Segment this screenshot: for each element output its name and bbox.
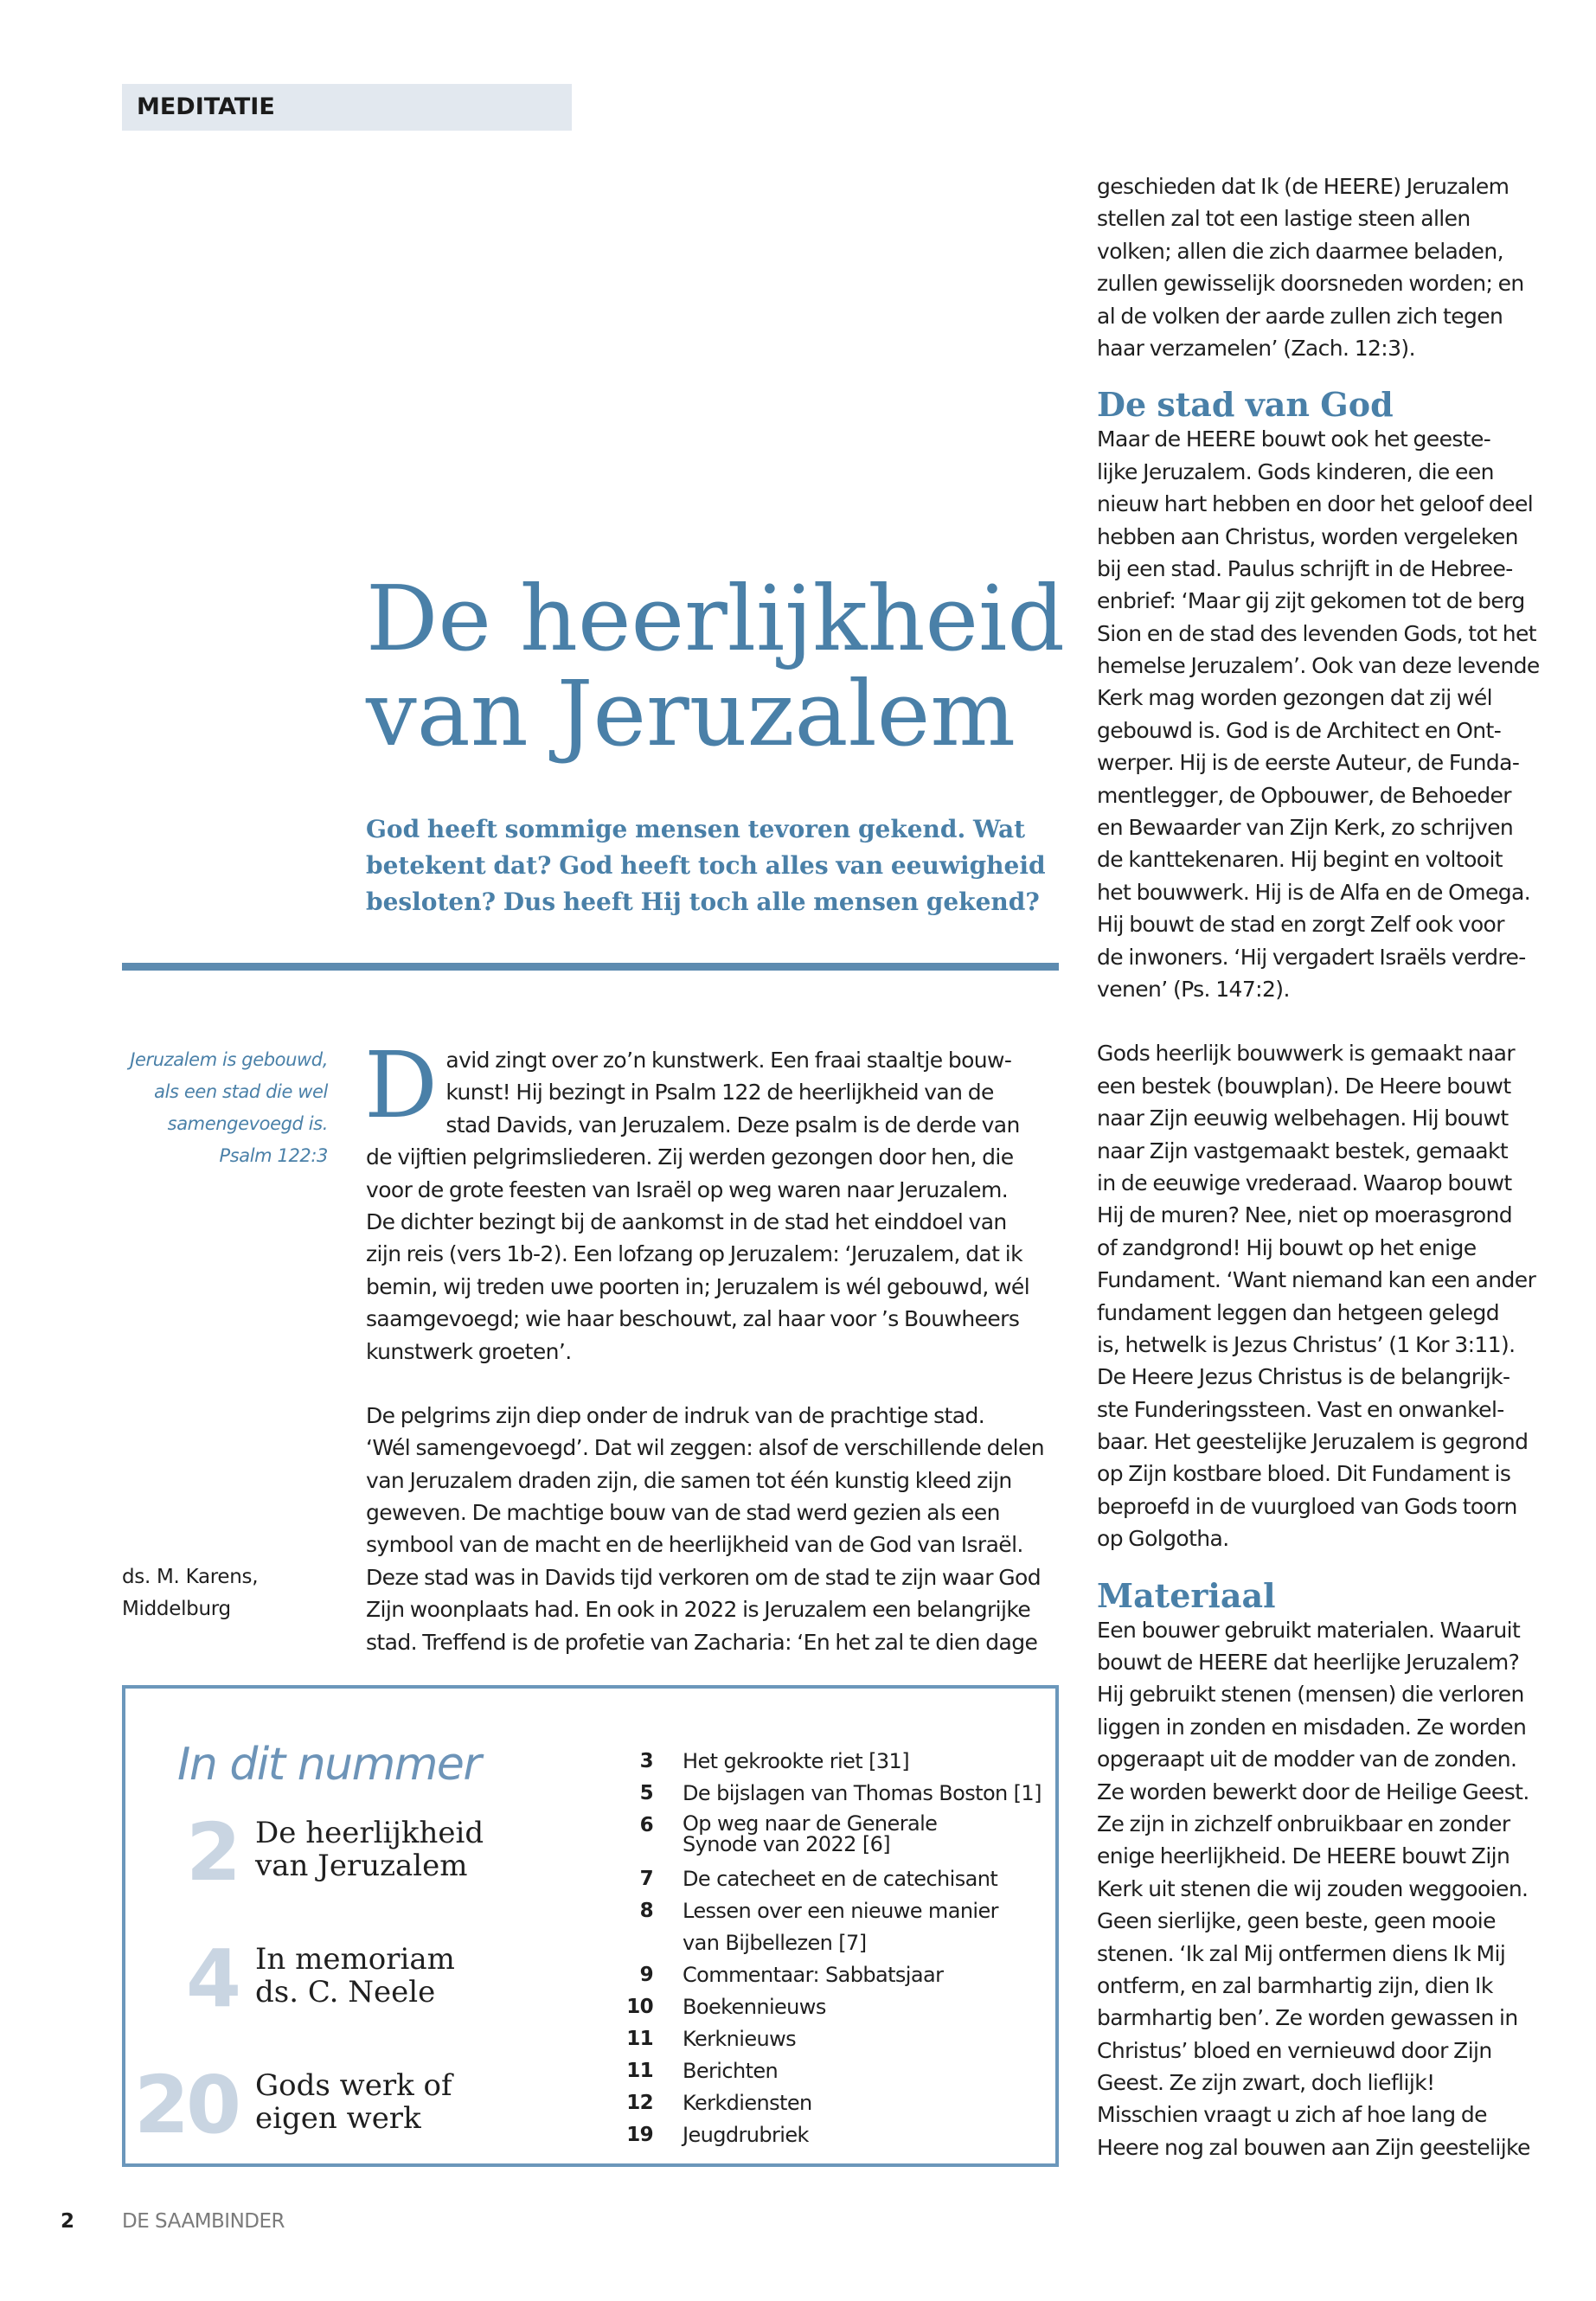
body-line: Hij gebruikt stenen (mensen) die verloren — [1097, 1682, 1524, 1708]
body-line: fundament leggen dan hetgeen gelegd — [1097, 1299, 1499, 1325]
toc-item-page: 6 — [639, 1814, 653, 1836]
body-line: Heere nog zal bouwen aan Zijn geestelijke — [1097, 2134, 1530, 2160]
toc-feature-title — [255, 1817, 541, 1882]
page-number: 2 — [61, 2210, 75, 2233]
drop-cap: D — [364, 1032, 438, 1138]
toc-item-page: 9 — [639, 1964, 653, 1986]
body-line: venen’ (Ps. 147:2). — [1097, 976, 1290, 1002]
article-title — [366, 566, 1075, 766]
body-line: en Bewaarder van Zijn Kerk, zo schrijven — [1097, 815, 1514, 841]
toc-item-title: De bijslagen van Thomas Boston [1] — [683, 1781, 1042, 1805]
body-line: opgeraapt uit de modder van de zonden. — [1097, 1747, 1517, 1772]
toc-feature-page: 20 — [133, 2059, 238, 2151]
body-line: hebben aan Christus, worden vergeleken — [1097, 523, 1518, 549]
section-label: MEDITATIE — [122, 84, 572, 131]
pull-quote-reference: Psalm 122:3 — [219, 1145, 328, 1166]
body-line: de vijftien pelgrimsliederen. Zij werden gezongen door hen, die — [366, 1144, 1014, 1170]
body-line: kunstwerk groeten’. — [366, 1338, 572, 1364]
body-line: Deze stad was in Davids tijd verkoren om de stad te zijn waar God — [366, 1564, 1041, 1590]
body-line: Kerk uit stenen die wij zouden weggooien. — [1097, 1875, 1529, 1901]
body-line: van Jeruzalem draden zijn, die samen tot één kunstig kleed zijn — [366, 1467, 1012, 1493]
toc-feature[interactable] — [125, 1806, 558, 1905]
toc-feature-title-line: Gods werk of — [255, 2068, 452, 2103]
body-line: De pelgrims zijn diep onder de indruk van de prachtige stad. — [366, 1402, 985, 1428]
body-line: bemin, wij treden uwe poorten in; Jeruzalem is wél gebouwd, wél — [366, 1273, 1030, 1299]
body-line: voor de grote feesten van Israël op weg waren naar Jeruzalem. — [366, 1176, 1009, 1202]
body-line: ‘Wél samengevoegd’. Dat wil zeggen: alsof de verschillende delen — [366, 1435, 1045, 1461]
body-line: Christus’ bloed en vernieuwd door Zijn — [1097, 2037, 1492, 2063]
body-line: het bouwwerk. Hij is de Alfa en de Omega. — [1097, 879, 1531, 905]
body-line: de inwoners. ‘Hij vergadert Israëls verdre- — [1097, 944, 1526, 970]
pull-quote-line: als een stad die wel — [154, 1081, 328, 1102]
author-location: Middelburg — [122, 1598, 231, 1620]
author-credit — [122, 1561, 338, 1625]
subheading: Materiaal — [1097, 1575, 1276, 1615]
subheading: De stad van God — [1097, 385, 1394, 425]
body-line: naar Zijn vastgemaakt bestek, gemaakt — [1097, 1138, 1509, 1163]
body-line: is, hetwelk is Jezus Christus’ (1 Kor 3:11). — [1097, 1331, 1516, 1357]
body-line: lijke Jeruzalem. Gods kinderen, die een — [1097, 458, 1494, 484]
body-line: geweven. De machtige bouw van de stad werd gezien als een — [366, 1500, 1000, 1526]
body-line: stad. Treffend is de profetie van Zacharia: ‘En het zal te dien dage — [366, 1629, 1038, 1655]
toc-item-title: Berichten — [683, 2059, 779, 2083]
body-column-middle — [364, 1032, 1058, 1658]
body-line: Maar de HEERE bouwt ook het geeste- — [1097, 426, 1491, 452]
body-line: Ze zijn in zichzelf onbruikbaar en zonder — [1097, 1811, 1510, 1836]
lead-line: besloten? Dus heeft Hij toch alle mensen gekend? — [366, 888, 1040, 916]
body-line: De dichter bezingt bij de aankomst in de stad het einddoel van — [366, 1208, 1007, 1234]
toc-feature-title-line: In memoriam — [255, 1942, 455, 1977]
body-line: bij een stad. Paulus schrijft in de Hebreе- — [1097, 555, 1513, 581]
body-line: baar. Het geestelijke Jeruzalem is gegrond — [1097, 1429, 1529, 1455]
body-line: barmhartig ben’. Ze worden gewassen in — [1097, 2005, 1518, 2031]
body-line: gebouwd is. God is de Architect en Ont- — [1097, 717, 1502, 743]
body-line: volken; allen die zich daarmee beladen, — [1097, 238, 1503, 264]
body-line: al de volken der aarde zullen zich tegen — [1097, 303, 1503, 329]
body-line: stad Davids, van Jeruzalem. Deze psalm is de derde van — [445, 1112, 1020, 1138]
body-line: mentlegger, de Opbouwer, de Behoeder — [1097, 782, 1511, 808]
body-line: werper. Hij is de eerste Auteur, de Funda- — [1097, 750, 1520, 776]
body-line: op Golgotha. — [1097, 1526, 1229, 1552]
toc-item-page: 12 — [626, 2092, 653, 2114]
body-line: op Zijn kostbare bloed. Dit Fundament is — [1097, 1461, 1511, 1487]
body-line: avid zingt over zo’n kunstwerk. Een fraai staaltje bouw- — [445, 1048, 1012, 1073]
toc-item-title: De catecheet en de catechisant — [683, 1867, 998, 1891]
body-line: Hij de muren? Nee, niet op moerasgrond — [1097, 1202, 1513, 1228]
body-line: naar Zijn eeuwig welbehagen. Hij bouwt — [1097, 1106, 1509, 1131]
toc-item-page: 11 — [626, 2028, 653, 2050]
body-line: enbrief: ‘Maar gij zijt gekomen tot de berg — [1097, 588, 1525, 614]
body-line: geschieden dat Ik (de HEERE) Jeruzalem — [1097, 174, 1509, 199]
toc-item-page: 3 — [639, 1750, 653, 1772]
lead-line: God heeft sommige mensen tevoren gekend. Wat — [366, 815, 1026, 843]
toc-feature-page: 2 — [185, 1806, 238, 1899]
toc-item-title: Kerknieuws — [683, 2027, 797, 2051]
body-line: beproefd in de vuurgloed van Gods toorn — [1097, 1493, 1517, 1519]
table-of-contents — [122, 1685, 1059, 2167]
body-line: bouwt de HEERE dat heerlijke Jeruzalem? — [1097, 1650, 1520, 1676]
body-line: ontferm, en zal barmhartig zijn, dien Ik — [1097, 1972, 1493, 1998]
body-line: stellen zal tot een lastige steen allen — [1097, 206, 1471, 232]
toc-item-page: 19 — [626, 2124, 653, 2146]
toc-item-title: Boekennieuws — [683, 1995, 826, 2019]
body-line: de kanttekenaren. Hij begint en voltooit — [1097, 847, 1503, 873]
toc-feature-title-line: van Jeruzalem — [255, 1849, 468, 1883]
body-line: Fundament. ‘Want niemand kan een ander — [1097, 1267, 1536, 1293]
toc-feature-title-line: De heerlijkheid — [255, 1816, 484, 1850]
body-line: saamgevoegd; wie haar beschouwt, zal haar voor ’s Bouwheers — [366, 1306, 1020, 1332]
toc-item-page: 11 — [626, 2060, 653, 2082]
toc-feature[interactable] — [125, 1932, 558, 2031]
body-line: liggen in zonden en misdaden. Ze worden — [1097, 1714, 1527, 1740]
body-line: zijn reis (vers 1b-2). Een lofzang op Jeruzalem: ‘Jeruzalem, dat ik — [366, 1241, 1022, 1267]
article-lead — [366, 811, 1067, 920]
body-line: kunst! Hij bezingt in Psalm 122 de heerlijkheid van de — [445, 1080, 994, 1106]
lead-line: betekent dat? God heeft toch alles van eeuwigheid — [366, 851, 1046, 880]
toc-feature[interactable] — [125, 2059, 558, 2157]
magazine-name: DE SAAMBINDER — [122, 2210, 285, 2233]
toc-item-title: Op weg naar de Generale Synode van 2022 [6] — [683, 1811, 938, 1856]
body-line: nieuw hart hebben en door het geloof deel — [1097, 491, 1534, 517]
body-line: Sion en de stad des levenden Gods, tot het — [1097, 620, 1536, 646]
toc-feature-title-line: eigen werk — [255, 2101, 421, 2136]
toc-item-title: Het gekrookte riet [31] — [683, 1749, 909, 1773]
body-line: ste Funderingssteen. Vast en onwankel- — [1097, 1396, 1504, 1422]
body-line: Gods heerlijk bouwwerk is gemaakt naar — [1097, 1041, 1515, 1067]
body-line: De Heere Jezus Christus is de belangrijk- — [1097, 1364, 1510, 1390]
body-line: Ze worden bewerkt door de Heilige Geest. — [1097, 1779, 1529, 1804]
author-name: ds. M. Karens, — [122, 1566, 259, 1588]
body-line: in de eeuwige vrederaad. Waarop bouwt — [1097, 1170, 1512, 1195]
body-line: hemelse Jeruzalem’. Ook van deze levende — [1097, 653, 1540, 679]
body-line: haar verzamelen’ (Zach. 12:3). — [1097, 335, 1415, 361]
body-line: een bestek (bouwplan). De Heere bouwt — [1097, 1073, 1511, 1099]
body-line: Hij bouwt de stad en zorgt Zelf ook voor — [1097, 912, 1504, 938]
pull-quote — [122, 1044, 328, 1172]
body-line: stenen. ‘Ik zal Mij ontfermen diens Ik Mij — [1097, 1940, 1506, 1966]
toc-item-title: Lessen over een nieuwe manier van Bijbellezen [7] — [683, 1899, 998, 1955]
body-line: enige heerlijkheid. De HEERE bouwt Zijn — [1097, 1843, 1510, 1869]
toc-item-page: 7 — [639, 1868, 653, 1890]
toc-feature-title — [255, 1943, 541, 2009]
body-line: of zandgrond! Hij bouwt op het enige — [1097, 1234, 1477, 1260]
body-line: Een bouwer gebruikt materialen. Waaruit — [1097, 1617, 1521, 1643]
pull-quote-line: Jeruzalem is gebouwd, — [130, 1049, 328, 1070]
body-line: zullen gewisselijk doorsneden worden; en — [1097, 271, 1524, 297]
body-line: Geest. Ze zijn zwart, doch lieflijk! — [1097, 2070, 1435, 2096]
body-column-right — [1097, 170, 1547, 2163]
toc-heading: In dit nummer — [177, 1739, 481, 1791]
divider-rule — [122, 963, 1059, 971]
toc-item-page: 5 — [639, 1782, 653, 1804]
toc-feature-title-line: ds. C. Neele — [255, 1975, 436, 2009]
title-line: van Jeruzalem — [366, 661, 1016, 766]
title-line: De heerlijkheid — [366, 566, 1065, 671]
body-line: symbool van de macht en de heerlijkheid van de God van Israël. — [366, 1532, 1023, 1558]
body-line: Zijn woonplaats had. En ook in 2022 is Jeruzalem een belangrijke — [366, 1597, 1031, 1623]
pull-quote-line: samengevoegd is. — [167, 1113, 328, 1134]
toc-item-page: 10 — [626, 1996, 653, 2018]
toc-item-page: 8 — [639, 1900, 653, 1922]
toc-feature-title — [255, 2069, 541, 2135]
toc-item-title: Commentaar: Sabbatsjaar — [683, 1963, 944, 1987]
toc-feature-page: 4 — [185, 1932, 238, 2025]
toc-item-title: Kerkdiensten — [683, 2091, 812, 2115]
body-line: Geen sierlijke, geen beste, geen mooie — [1097, 1908, 1496, 1934]
body-line: Misschien vraagt u zich af hoe lang de — [1097, 2102, 1487, 2128]
toc-item-title: Jeugdrubriek — [683, 2123, 809, 2147]
body-line: Kerk mag worden gezongen dat zij wél — [1097, 685, 1492, 711]
